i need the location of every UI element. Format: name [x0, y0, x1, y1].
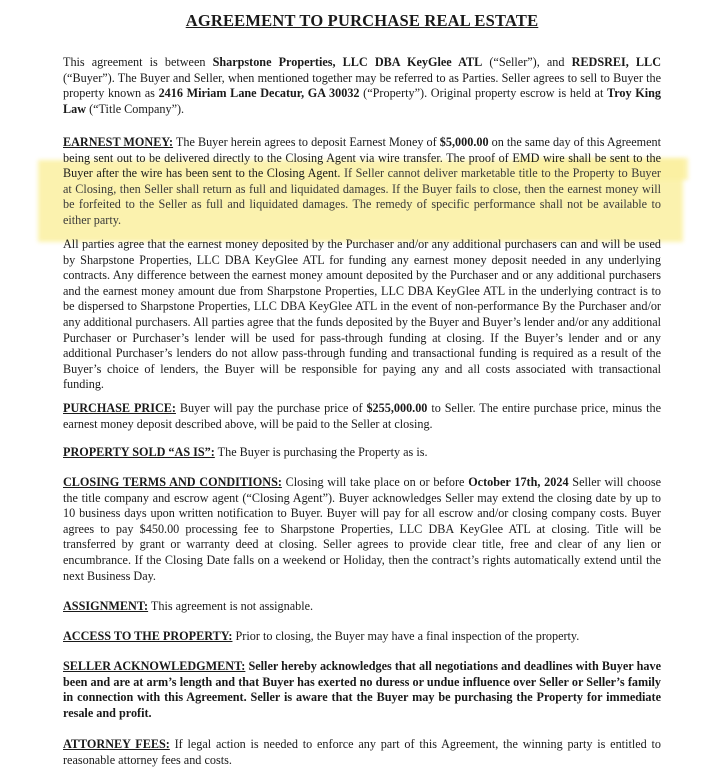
section-heading: PURCHASE PRICE:	[63, 401, 176, 415]
earnest-amount: $5,000.00	[439, 135, 489, 149]
purchase-price-section: PURCHASE PRICE: Buyer will pay the purchase price of $255,000.00 to Seller. The entire purchase price, minus the earnest money deposit described above, will be paid to the Seller at closing.	[63, 401, 661, 431]
section-heading: ASSIGNMENT:	[63, 599, 149, 613]
as-is-section: PROPERTY SOLD “AS IS”: The Buyer is purchasing the Property as is.	[63, 445, 428, 459]
title-company: Troy King Law	[63, 86, 662, 116]
closing-terms-section: CLOSING TERMS AND CONDITIONS: Closing will take place on or before October 17th, 2024 Seller will choose the title company and escrow agent (“Closing Agent”). Buyer acknowledges Seller may extend the closing date by up to 10 business days upon written notification to Buyer. Buyer will pay for all escrow and/or closing company costs. Buyer agrees to pay $450.00 processing fee to Sharpstone Properties, LLC DBA KeyGlee ATL at closing. Title will be transferred by grant or warranty deed at closing. Seller agrees to provide clear title, free and clear of any lien or encumbrance. If the Closing Date falls on a weekend or Holiday, then the contract’s rights automatically extend until the next Business Day.	[63, 475, 661, 583]
section-heading: ATTORNEY FEES:	[63, 737, 170, 751]
section-heading: PROPERTY SOLD “AS IS”:	[63, 445, 215, 459]
earnest-money-section: EARNEST MONEY: The Buyer herein agrees to deposit Earnest Money of $5,000.00 on the same day of this Agreement being sent out to be delivered directly to the Closing Agent via wire transfer. The proof of EMD wire shall be sent to the Buyer after the wire has been sent to the Closing Agent. If Seller cannot deliver marketable title to the Property to Buyer at Closing, then Seller shall return as full and liquidated damages. If the Buyer fails to close, then the earnest money will be forfeited to the Seller as full and liquidated damages. The remedy of specific performance shall not be available to either party.	[63, 135, 661, 227]
highlighted-text: If Seller cannot deliver marketable title to the Property to Buyer at Closing, then Seller shall return as full and liquidated damages. If the Buyer fails to close, then the earnest money will be forfeited to the Seller as full and liquidated damages. The remedy of specific performance shall not be available to either party.	[63, 166, 661, 227]
attorney-fees-section: ATTORNEY FEES: If legal action is needed to enforce any part of this Agreement, the winning party is entitled to reasonable attorney fees and costs.	[63, 737, 661, 767]
section-heading: CLOSING TERMS AND CONDITIONS:	[63, 475, 282, 489]
document-title: AGREEMENT TO PURCHASE REAL ESTATE	[185, 11, 539, 30]
section-heading: SELLER ACKNOWLEDGMENT:	[63, 659, 246, 673]
section-heading: ACCESS TO THE PROPERTY:	[63, 629, 233, 643]
seller-acknowledgment-section: SELLER ACKNOWLEDGMENT: Seller hereby acknowledges that all negotiations and deadlines with Buyer have been and are at arm’s length and that Buyer has exerted no duress or undue influence over Seller or Seller’s family in connection with this Agreement. Seller is aware that the Buyer may be purchasing the Property for immediate resale and profit.	[63, 659, 661, 720]
parties-paragraph: All parties agree that the earnest money deposited by the Purchaser and/or any additional purchasers can and will be used by Sharpstone Properties, LLC DBA KeyGlee ATL for funding any earnest money deposit needed in any underlying contracts. Any difference between the earnest money amount deposited by the Purchaser and or any additional purchasers and the earnest money amount due from Sharpstone Properties, LLC DBA KeyGlee ATL in the underlying contract is to be dispersed to Sharpstone Properties, LLC DBA KeyGlee ATL in the event of non-performance By the Purchaser and/or any additional purchasers. All parties agree that the funds deposited by the Buyer and Buyer’s lender and/or any additional Purchaser or Purchaser’s lender will be used for pass-through funding at closing. If the Buyer’s lender and or any additional Purchaser’s lenders do not allow pass-through funding and transactional funding is required as a result of the Buyer’s choice of lenders, the Buyer will be responsible for paying any and all costs associated with transactional funding.	[63, 237, 661, 392]
buyer-name: REDSREI, LLC	[571, 55, 661, 69]
intro-paragraph: This agreement is between Sharpstone Properties, LLC DBA KeyGlee ATL (“Seller”), and REDSREI, LLC (“Buyer”). The Buyer and Seller, when mentioned together may be referred to as Parties. Seller agrees to sell to Buyer the property known as 2416 Miriam Lane Decatur, GA 30032 (“Property”). Original property escrow is held at Troy King Law (“Title Company”).	[63, 55, 662, 116]
closing-date: October 17th, 2024	[468, 475, 569, 489]
property-address: 2416 Miriam Lane Decatur, GA 30032	[158, 86, 360, 101]
section-heading: EARNEST MONEY:	[63, 135, 174, 149]
seller-name: Sharpstone Properties, LLC DBA KeyGlee ATL	[212, 55, 483, 69]
purchase-amount: $255,000.00	[366, 401, 428, 415]
assignment-section: ASSIGNMENT: This agreement is not assignable.	[63, 599, 314, 613]
access-section: ACCESS TO THE PROPERTY: Prior to closing, the Buyer may have a final inspection of the property.	[63, 629, 580, 643]
